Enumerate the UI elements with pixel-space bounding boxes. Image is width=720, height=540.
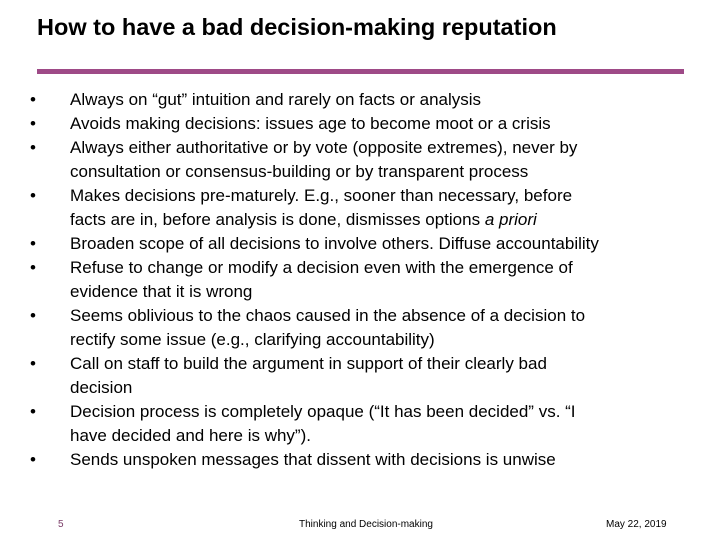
- bullet-text: Call on staff to build the argument in support of their clearly bad: [70, 354, 547, 373]
- bullet-item: [26, 112, 716, 136]
- bullet-text-continued: evidence that it is wrong: [70, 282, 253, 301]
- slide-number: 5: [58, 519, 64, 530]
- bullet-text-continued: consultation or consensus-building or by transparent process: [70, 162, 529, 181]
- bullet-text-continued: rectify some issue (e.g., clarifying accountability): [70, 330, 435, 349]
- bullet-icon: •: [30, 450, 36, 469]
- bullet-text: Refuse to change or modify a decision even with the emergence of: [70, 258, 573, 277]
- bullet-icon: •: [30, 90, 36, 109]
- bullet-text: Avoids making decisions: issues age to become moot or a crisis: [70, 114, 551, 133]
- bullet-icon: •: [30, 186, 36, 205]
- bullet-text-continued: [70, 208, 716, 232]
- bullet-text-continued: have decided and here is why”).: [70, 426, 311, 445]
- bullet-icon: •: [30, 234, 36, 253]
- bullet-item: [26, 88, 716, 112]
- bullet-text: Makes decisions pre-maturely. E.g., sooner than necessary, before: [70, 186, 573, 205]
- bullet-item: [26, 448, 716, 472]
- bullet-list: [26, 88, 716, 472]
- title-divider: [37, 69, 684, 74]
- bullet-text: Always on “gut” intuition and rarely on facts or analysis: [70, 90, 482, 109]
- bullet-item: [26, 136, 716, 184]
- bullet-text: Decision process is completely opaque (“It has been decided” vs. “I: [70, 402, 576, 421]
- bullet-text: Always either authoritative or by vote (opposite extremes), never by: [70, 138, 578, 157]
- italic-phrase: a priori: [484, 210, 537, 229]
- footer-date: May 22, 2019: [606, 519, 667, 530]
- bullet-icon: •: [30, 258, 36, 277]
- footer-title: Thinking and Decision-making: [299, 519, 433, 530]
- bullet-item: [26, 304, 716, 352]
- bullet-icon: •: [30, 114, 36, 133]
- bullet-icon: •: [30, 354, 36, 373]
- bullet-item: [26, 400, 716, 448]
- bullet-icon: •: [30, 402, 36, 421]
- bullet-text: Sends unspoken messages that dissent with decisions is unwise: [70, 450, 556, 469]
- bullet-icon: •: [30, 306, 36, 325]
- bullet-text-segment: facts are in, before analysis is done, dismisses options: [70, 210, 481, 229]
- slide-title: How to have a bad decision-making reputation: [37, 14, 557, 40]
- bullet-text-continued: decision: [70, 378, 133, 397]
- bullet-item: [26, 352, 716, 400]
- bullet-icon: •: [30, 138, 36, 157]
- bullet-text: Seems oblivious to the chaos caused in the absence of a decision to: [70, 306, 586, 325]
- bullet-item: [26, 232, 716, 256]
- bullet-item: [26, 256, 716, 304]
- bullet-text: Broaden scope of all decisions to involve others. Diffuse accountability: [70, 234, 599, 253]
- bullet-item: [26, 184, 716, 232]
